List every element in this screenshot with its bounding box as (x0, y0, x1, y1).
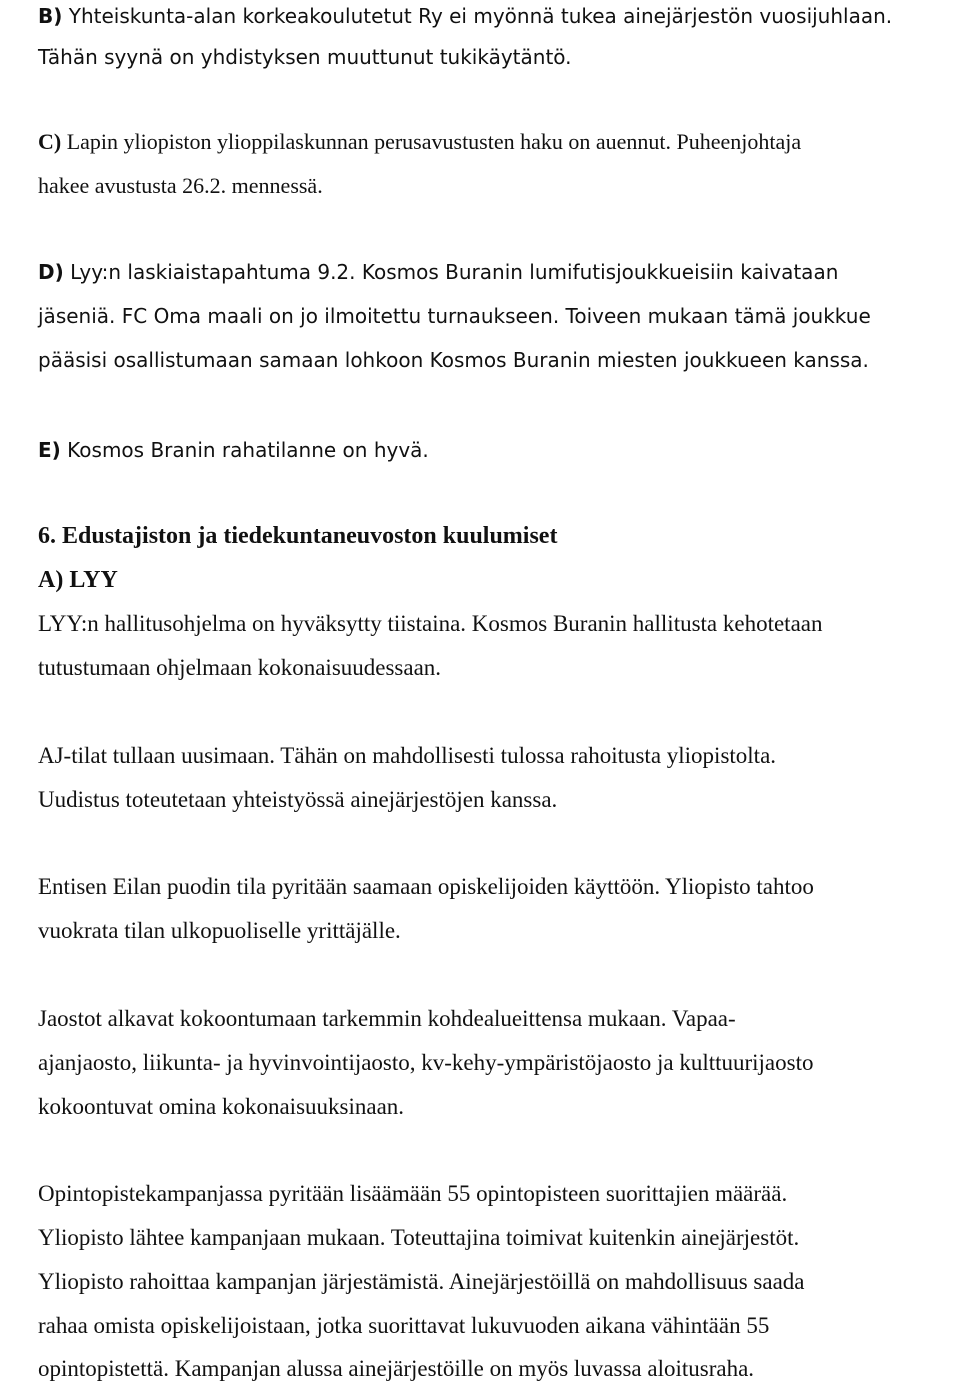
paragraph-5-line-4 (38, 1312, 769, 1340)
paragraph-1-line-2 (38, 654, 441, 682)
paragraph-1-text-2: tutustumaan ohjelmaan kokonaisuudessaan. (38, 655, 442, 680)
paragraph-5-text-5: opintopistettä. Kampanjan alussa ainejärjestöille on myös luvassa aloitusraha. (38, 1356, 755, 1381)
paragraph-2-line-1 (38, 742, 776, 770)
paragraph-2-text-1: AJ-tilat tullaan uusimaan. Tähän on mahdollisesti tulossa rahoitusta yliopistolta. (38, 743, 777, 768)
paragraph-3-text-1: Entisen Eilan puodin tila pyritään saamaan opiskelijoiden käyttöön. Yliopisto tahtoo (38, 874, 814, 899)
item-b-text-1: Yhteiskunta-alan korkeakoulutetut Ry ei myönnä tukea ainejärjestön vuosijuhlaan. (68, 4, 893, 28)
paragraph-2-line-2 (38, 786, 557, 814)
paragraph-5-text-3: Yliopisto rahoittaa kampanjan järjestämistä. Ainejärjestöillä on mahdollisuus saada (38, 1269, 805, 1294)
paragraph-2-text-2: Uudistus toteutetaan yhteistyössä ainejärjestöjen kanssa. (38, 787, 558, 812)
item-e-label: E) (38, 438, 61, 462)
paragraph-4-line-2 (38, 1049, 814, 1077)
item-d-line-3 (38, 346, 869, 374)
paragraph-5-text-1: Opintopistekampanjassa pyritään lisäämään 55 opintopisteen suorittajien määrää. (38, 1181, 788, 1206)
item-b-label: B) (38, 4, 63, 28)
paragraph-5-text-4: rahaa omista opiskelijoistaan, jotka suorittavat lukuvuoden aikana vähintään 55 (38, 1313, 770, 1338)
section-6-number: 6. (38, 523, 56, 549)
item-c-text-1: Lapin yliopiston ylioppilaskunnan perusavustusten haku on auennut. Puheenjohtaja (66, 129, 802, 154)
paragraph-4-line-3 (38, 1093, 404, 1121)
item-d-text-2: jäseniä. FC Oma maali on jo ilmoitettu turnaukseen. Toiveen mukaan tämä joukkue (38, 304, 871, 328)
paragraph-4-text-3: kokoontuvat omina kokonaisuuksinaan. (38, 1094, 405, 1119)
item-d-label: D) (38, 260, 64, 284)
paragraph-5-line-2 (38, 1224, 799, 1252)
item-d-line-2 (38, 302, 871, 330)
paragraph-1-text-1: LYY:n hallitusohjelma on hyväksytty tiistaina. Kosmos Buranin hallitusta kehotetaan (38, 611, 823, 636)
paragraph-5-line-3 (38, 1268, 804, 1296)
item-c-text-2: hakee avustusta 26.2. mennessä. (38, 173, 323, 198)
item-c-line-1 (38, 128, 801, 156)
paragraph-3-line-1 (38, 873, 814, 901)
item-d-line-1 (38, 258, 838, 286)
section-6-title: Edustajiston ja tiedekuntaneuvoston kuulumiset (62, 523, 558, 549)
paragraph-3-line-2 (38, 917, 401, 945)
item-b-line-1 (38, 2, 892, 30)
item-b-line-2 (38, 43, 572, 71)
item-d-text-1: Lyy:n laskiaistapahtuma 9.2. Kosmos Buranin lumifutisjoukkueisiin kaivataan (70, 260, 839, 284)
item-d-text-3: pääsisi osallistumaan samaan lohkoon Kosmos Buranin miesten joukkueen kanssa. (38, 348, 869, 372)
paragraph-5-text-2: Yliopisto lähtee kampanjaan mukaan. Toteuttajina toimivat kuitenkin ainejärjestöt. (38, 1225, 800, 1250)
section-6-heading (38, 522, 557, 550)
paragraph-3-text-2: vuokrata tilan ulkopuoliselle yrittäjälle. (38, 918, 401, 943)
paragraph-5-line-5 (38, 1355, 754, 1383)
item-e-text-1: Kosmos Branin rahatilanne on hyvä. (67, 438, 429, 462)
paragraph-4-text-2: ajanjaosto, liikunta- ja hyvinvointijaosto, kv-kehy-ympäristöjaosto ja kulttuurijaosto (38, 1050, 814, 1075)
item-c-line-2 (38, 172, 323, 200)
item-c-label: C) (38, 129, 62, 154)
paragraph-4-text-1: Jaostot alkavat kokoontumaan tarkemmin kohdealueittensa mukaan. Vapaa- (38, 1006, 736, 1031)
paragraph-1-line-1 (38, 610, 823, 638)
item-b-text-2: Tähän syynä on yhdistyksen muuttunut tukikäytäntö. (38, 45, 572, 69)
paragraph-5-line-1 (38, 1180, 787, 1208)
paragraph-4-line-1 (38, 1005, 736, 1033)
section-6-subheading (38, 566, 118, 594)
item-e-line-1 (38, 436, 429, 464)
section-6-subheading-text: A) LYY (38, 567, 118, 593)
